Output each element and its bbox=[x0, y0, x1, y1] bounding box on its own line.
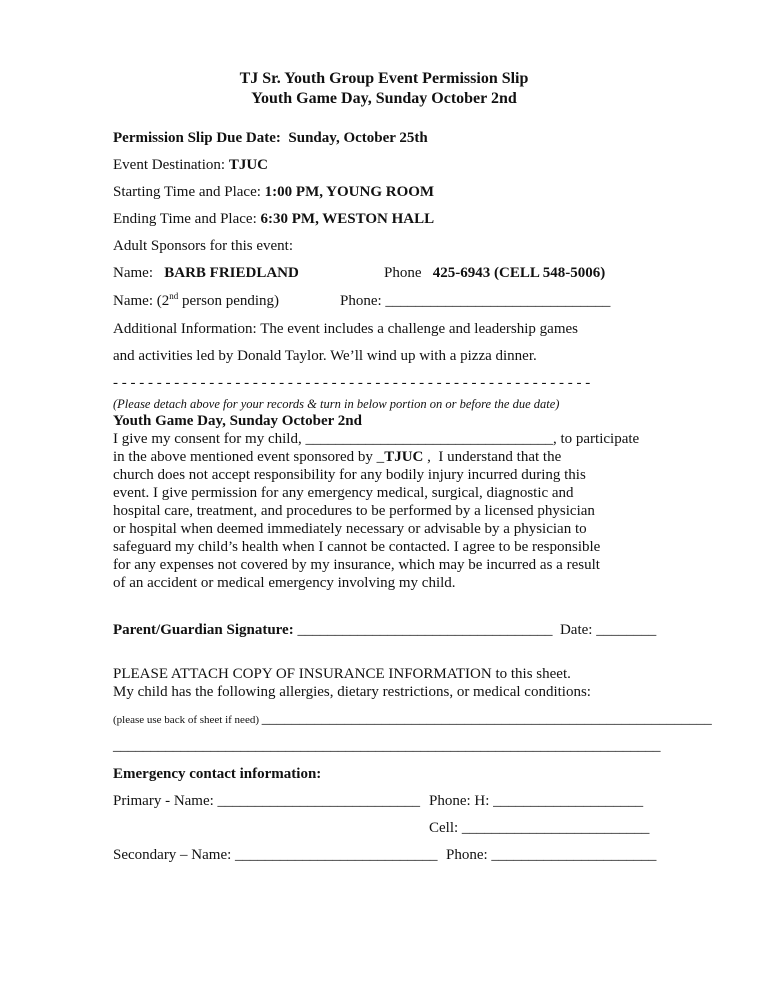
consent-line: safeguard my child’s health when I cannot be contacted. I agree to be responsible bbox=[113, 539, 601, 555]
consent-line: event. I give permission for any emergency medical, surgical, diagnostic and bbox=[113, 485, 574, 501]
signature-row bbox=[113, 621, 656, 639]
allergies-field[interactable]: (please use back of sheet if need) ____________________________________________________________ bbox=[113, 711, 712, 727]
additional-info-line1: Additional Information: The event includes a challenge and leadership games bbox=[113, 321, 578, 337]
allergies-label: My child has the following allergies, dietary restrictions, or medical conditions: bbox=[113, 684, 591, 700]
secondary-phone-field[interactable]: Phone: ______________________ bbox=[446, 847, 657, 863]
detach-line: - - - - - - - - - - - - - - - - - - - - - - - - - - - - - - - - - - - - - - - - - - - - - - - - - - - - - - - bbox=[113, 375, 591, 391]
consent-line: hospital care, treatment, and procedures to be performed by a licensed physician bbox=[113, 503, 595, 519]
consent-heading: Youth Game Day, Sunday October 2nd bbox=[113, 413, 362, 429]
consent-line: in the above mentioned event sponsored by _TJUC , I understand that the bbox=[113, 449, 562, 465]
secondary-name-field[interactable]: Secondary – Name: ___________________________ bbox=[113, 847, 438, 863]
detach-note: (Please detach above for your records & turn in below portion on or before the due date) bbox=[113, 397, 560, 411]
due-date: Permission Slip Due Date: Sunday, October 25th bbox=[113, 130, 428, 146]
form-title: TJ Sr. Youth Group Event Permission Slip bbox=[239, 70, 529, 87]
second-sponsor-phone[interactable]: Phone: ______________________________ bbox=[340, 293, 611, 309]
signature-date-field[interactable]: Date: ________ bbox=[552, 622, 657, 638]
primary-name-field[interactable]: Primary - Name: ___________________________ bbox=[113, 793, 421, 809]
primary-phone-field[interactable]: Phone: H: ____________________ bbox=[429, 793, 644, 809]
emergency-heading: Emergency contact information: bbox=[113, 766, 322, 782]
form-subtitle: Youth Game Day, Sunday October 2nd bbox=[251, 90, 517, 107]
consent-line: or hospital when deemed immediately necessary or advisable by a physician to bbox=[113, 521, 587, 537]
allergies-field-extra[interactable]: _________________________________________________________________________ bbox=[113, 738, 661, 754]
consent-line: of an accident or medical emergency involving my child. bbox=[113, 575, 456, 591]
consent-line[interactable]: I give my consent for my child, _________________________________, to participate bbox=[113, 431, 640, 447]
insurance-attach-note: PLEASE ATTACH COPY OF INSURANCE INFORMATION to this sheet. bbox=[113, 666, 571, 682]
consent-line: for any expenses not covered by my insurance, which may be incurred as a result bbox=[113, 557, 600, 573]
sponsor-name: Name: BARB FRIEDLAND bbox=[113, 265, 299, 281]
adult-sponsors-label: Adult Sponsors for this event: bbox=[113, 238, 293, 254]
signature-label: Parent/Guardian Signature: bbox=[113, 622, 298, 638]
event-destination: Event Destination: TJUC bbox=[113, 157, 268, 173]
signature-field[interactable]: __________________________________ bbox=[297, 622, 553, 638]
ending-time-place: Ending Time and Place: 6:30 PM, WESTON HALL bbox=[113, 211, 435, 227]
additional-info-line2: and activities led by Donald Taylor. We’ll wind up with a pizza dinner. bbox=[113, 348, 537, 364]
starting-time-place: Starting Time and Place: 1:00 PM, YOUNG ROOM bbox=[113, 184, 435, 200]
second-sponsor-name: Name: (2nd person pending) bbox=[113, 291, 280, 309]
consent-line: church does not accept responsibility for any bodily injury incurred during this bbox=[113, 467, 586, 483]
sponsor-phone: Phone 425-6943 (CELL 548-5006) bbox=[384, 265, 606, 281]
primary-cell-field[interactable]: Cell: _________________________ bbox=[429, 820, 650, 836]
